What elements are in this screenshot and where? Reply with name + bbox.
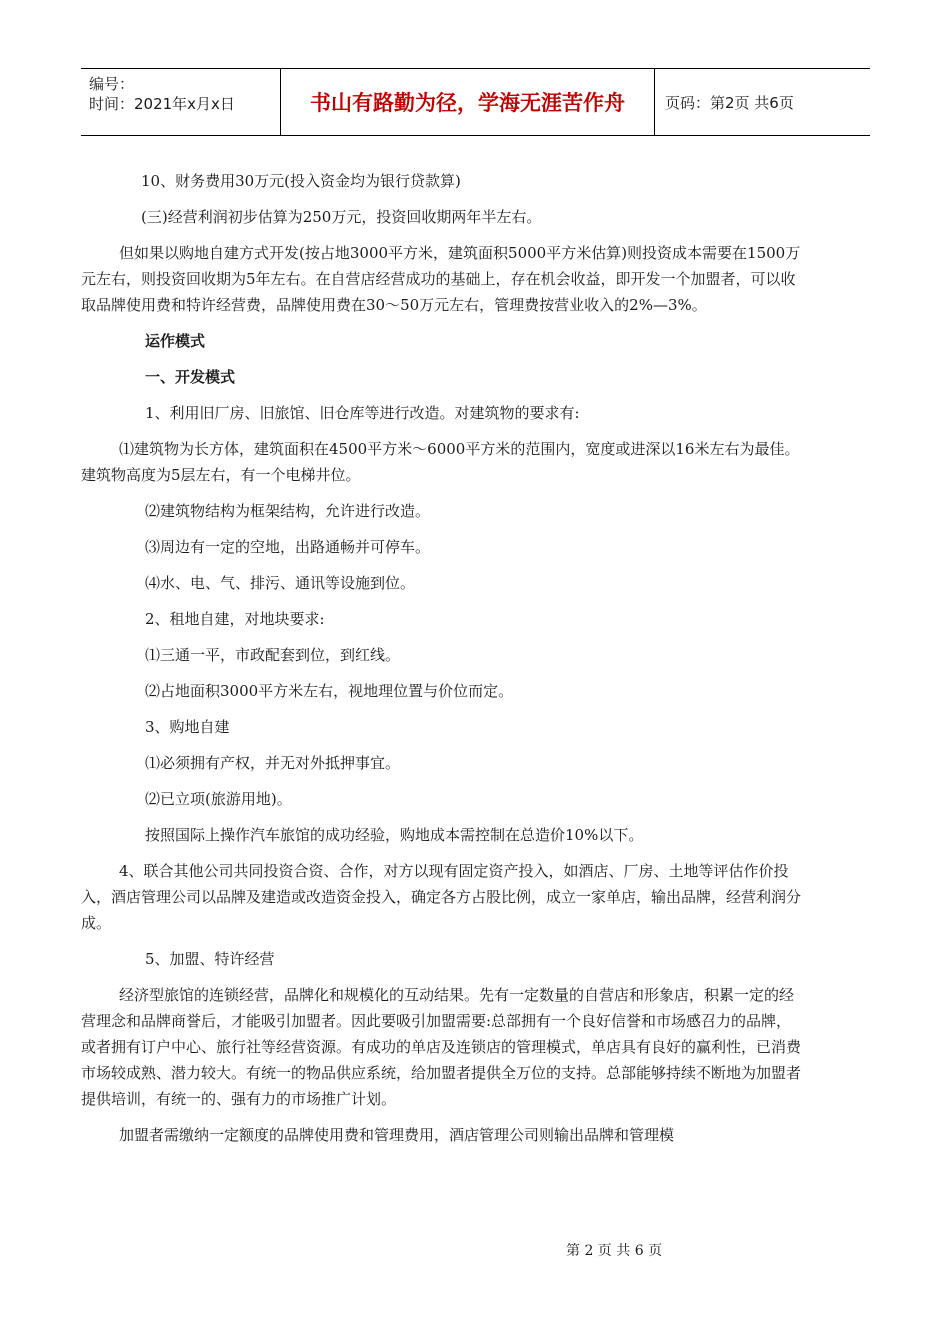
paragraph: 10、财务费用30万元(投入资金均为银行贷款算): [141, 172, 461, 190]
doc-date-label: 时间：2021年x月x日: [89, 95, 235, 113]
section-heading: 一、开发模式: [145, 368, 236, 386]
paragraph: 经济型旅馆的连锁经营，品牌化和规模化的互动结果。先有一定数量的自营店和形象店，积累一定的经营理念和品牌商誉后，才能吸引加盟者。因此要吸引加盟需要:总部拥有一个良好信誉和市场感召力的品牌，或者拥有订户中心、旅行社等经营资源。有成功的单店及连锁店的管理模式，单店具有良好的赢利性，已消费市场较成熟、潜力较大。有统一的物品供应系统，给加盟者提供全万位的支持。总部能够持续不断地为加盟者提供培训，有统一的、强有力的市场推广计划。: [81, 986, 802, 1108]
paragraph: ⑴建筑物为长方体，建筑面积在4500平方米～6000平方米的范围内，宽度或进深以16米左右为最佳。建筑物高度为5层左右，有一个电梯井位。: [81, 440, 800, 484]
paragraph: 加盟者需缴纳一定额度的品牌使用费和管理费用，酒店管理公司则输出品牌和管理模: [119, 1126, 675, 1144]
section-heading: 运作模式: [145, 332, 206, 350]
paragraph: ⑶周边有一定的空地，出路通畅并可停车。: [145, 538, 431, 556]
page-header: [81, 68, 870, 136]
paragraph: 但如果以购地自建方式开发(按占地3000平方米，建筑面积5000平方米估算)则投资成本需要在1500万元左右，则投资回收期为5年左右。在自营店经营成功的基础上，存在机会收益，即开发一个加盟者，可以收取品牌使用费和特许经营费，品牌使用费在30～50万元左右，管理费按营业收入的2%—3%。: [81, 244, 801, 314]
paragraph: (三)经营利润初步估算为250万元，投资回收期两年半左右。: [141, 208, 542, 226]
paragraph: ⑵占地面积3000平方米左右，视地理位置与价位而定。: [145, 682, 514, 700]
paragraph: 5、加盟、特许经营: [145, 950, 275, 968]
paragraph: 3、购地自建: [145, 718, 230, 736]
document-body: [81, 168, 805, 1158]
doc-number-label: 编号：: [89, 75, 135, 93]
footer-page-number: 第 2 页 共 6 页: [566, 1243, 663, 1259]
paragraph: 按照国际上操作汽车旅馆的成功经验，购地成本需控制在总造价10%以下。: [145, 826, 644, 844]
header-motto: 书山有路勤为径，学海无涯苦作舟: [281, 69, 655, 135]
paragraph: ⑴必须拥有产权，并无对外抵押事宜。: [145, 754, 401, 772]
header-info-cell: [81, 69, 281, 135]
paragraph: 1、利用旧厂房、旧旅馆、旧仓库等进行改造。对建筑物的要求有:: [145, 404, 580, 422]
paragraph: 4、联合其他公司共同投资合资、合作，对方以现有固定资产投入，如酒店、厂房、土地等评估作价投入，酒店管理公司以品牌及建造或改造资金投入，确定各方占股比例，成立一家单店，输出品牌，经营利润分成。: [81, 862, 802, 932]
paragraph: ⑵建筑物结构为框架结构，允许进行改造。: [145, 502, 431, 520]
paragraph: ⑵已立项(旅游用地)。: [145, 790, 292, 808]
paragraph: 2、租地自建，对地块要求:: [145, 610, 325, 628]
paragraph: ⑴三通一平，市政配套到位，到红线。: [145, 646, 401, 664]
header-page-label: 页码：第2页 共6页: [665, 93, 794, 112]
paragraph: ⑷水、电、气、排污、通讯等设施到位。: [145, 574, 416, 592]
